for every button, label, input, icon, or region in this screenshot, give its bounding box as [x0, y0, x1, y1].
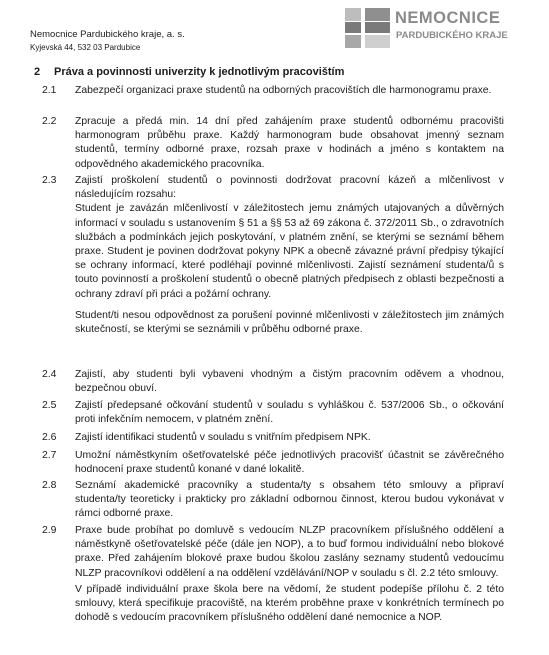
clause-2-9 — [42, 524, 504, 625]
clause-text: Praxe bude probíhat po domluvě s vedoucím NLZP pracovníkem příslušného oddělení a náměstkyně ošetřovatelské péče (dále jen NOP), a to buď formou individuální nebo blokové praxe. Před zahájením blokové praxe budou školou zaslány seznamy studentů vedoucímu NLZP pracovníkovi oddělení a na oddělení vzdělávání/NOP v souladu s čl. 2.2 této smlouvy. — [75, 525, 504, 579]
clause-text: Zabezpečí organizaci praxe studentů na odborných pracovištích dle harmonogramu praxe. — [75, 85, 492, 96]
clause-text: Zajistí předepsané očkování studentů v souladu s vyhláškou č. 537/2006 Sb., o očkování proti infekčním nemocem, v platném znění. — [75, 400, 504, 426]
logo-title: NEMOCNICE — [395, 9, 501, 27]
clause-number: 2.4 — [42, 369, 57, 380]
clause-text: Zajistí proškolení studentů o povinnosti dodržovat pracovní kázeň a mlčenlivost v následujícím rozsahu: — [75, 175, 504, 201]
clause-text: Student je zavázán mlčenlivostí v záležitostech jemu známých utajovaných a důvěrných informací v souladu s ustanovením § 51 a §§ 53 až 69 zákona č. 372/2011 Sb., o zdravotních službách a podmínkách jejich poskytování, v platném znění, se kterými se seznámí během praxe. Student je povinen dodržovat pokyny NPK a obecně závazné právní předpisy týkající se ochrany informací, které podléhají povinné mlčenlivosti. Zajistí seznámení studenta/ů s touto povinností a proškolení studentů o obecně platných předpisech z oblasti bezpečnosti a ochrany zdraví při práci a požární ochrany. — [75, 203, 504, 300]
clause-text: V případě individuální praxe škola bere na vědomí, že student podepíše přílohu č. 2 této smlouvy, která specifikuje pracoviště, na kterém proběhne praxe v konkrétních termínech po dohodě s vedoucím pracovníkem příslušného oddělení dané nemocnice a NOP. — [75, 583, 504, 624]
logo-cross-mark — [345, 8, 390, 48]
clause-number: 2.7 — [42, 450, 57, 461]
clause-text: Umožní náměstkyním ošetřovatelské péče jednotlivých pracovišť účastnit se závěrečného hodnocení praxe studentů konané v dané lokalitě. — [75, 450, 504, 476]
clause-2-6 — [42, 431, 504, 445]
clause-number: 2.6 — [42, 432, 57, 443]
organization-address: Kyjevská 44, 532 03 Pardubice — [30, 43, 141, 52]
clause-text: Zajistí, aby studenti byli vybaveni vhodným a čistým pracovním oděvem a vhodnou, bezpečnou obuví. — [75, 369, 504, 395]
clause-2-1 — [42, 84, 504, 98]
organization-name: Nemocnice Pardubického kraje, a. s. — [30, 29, 185, 40]
clause-text: Seznámí akademické pracovníky a studenta/ty s obsahem této smlouvy a připraví studenta/ty teoreticky i prakticky pro základní odbornou činnost, kterou budou vykonávat v rámci odborné praxe. — [75, 480, 504, 520]
clause-2-4 — [42, 368, 504, 396]
clause-number: 2.9 — [42, 525, 57, 536]
clause-number: 2.3 — [42, 175, 57, 186]
clause-text: Zajistí identifikaci studentů v souladu s vnitřním předpisem NPK. — [75, 432, 371, 443]
section-title: Práva a povinnosti univerzity k jednotlivým pracovištím — [54, 66, 345, 78]
clause-number: 2.8 — [42, 480, 57, 491]
clause-number: 2.5 — [42, 400, 57, 411]
clause-text: Zpracuje a předá min. 14 dní před zahájením praxe studentů odbornému pracovišti harmonogram průběhu praxe. Každý harmonogram bude obsahovat jmenný seznam studentů, termíny odborné praxe, rozsah praxe v hodinách a jméno s kontaktem na odpovědného akademického pracovníka. — [75, 116, 504, 170]
clause-2-7 — [42, 449, 504, 477]
clause-number: 2.2 — [42, 116, 57, 127]
section-number: 2 — [34, 66, 41, 78]
clause-number: 2.1 — [42, 85, 57, 96]
clause-2-3 — [42, 174, 504, 337]
hospital-logo — [345, 8, 525, 48]
clause-2-2 — [42, 115, 504, 172]
clause-2-5 — [42, 399, 504, 427]
logo-subtitle: PARDUBICKÉHO KRAJE — [396, 30, 508, 41]
clause-2-8 — [42, 479, 504, 522]
clause-text: Student/ti nesou odpovědnost za porušení povinné mlčenlivosti v záležitostech jim známých skutečností, se kterými se seznámili v průběhu odborné praxe. — [75, 309, 504, 336]
